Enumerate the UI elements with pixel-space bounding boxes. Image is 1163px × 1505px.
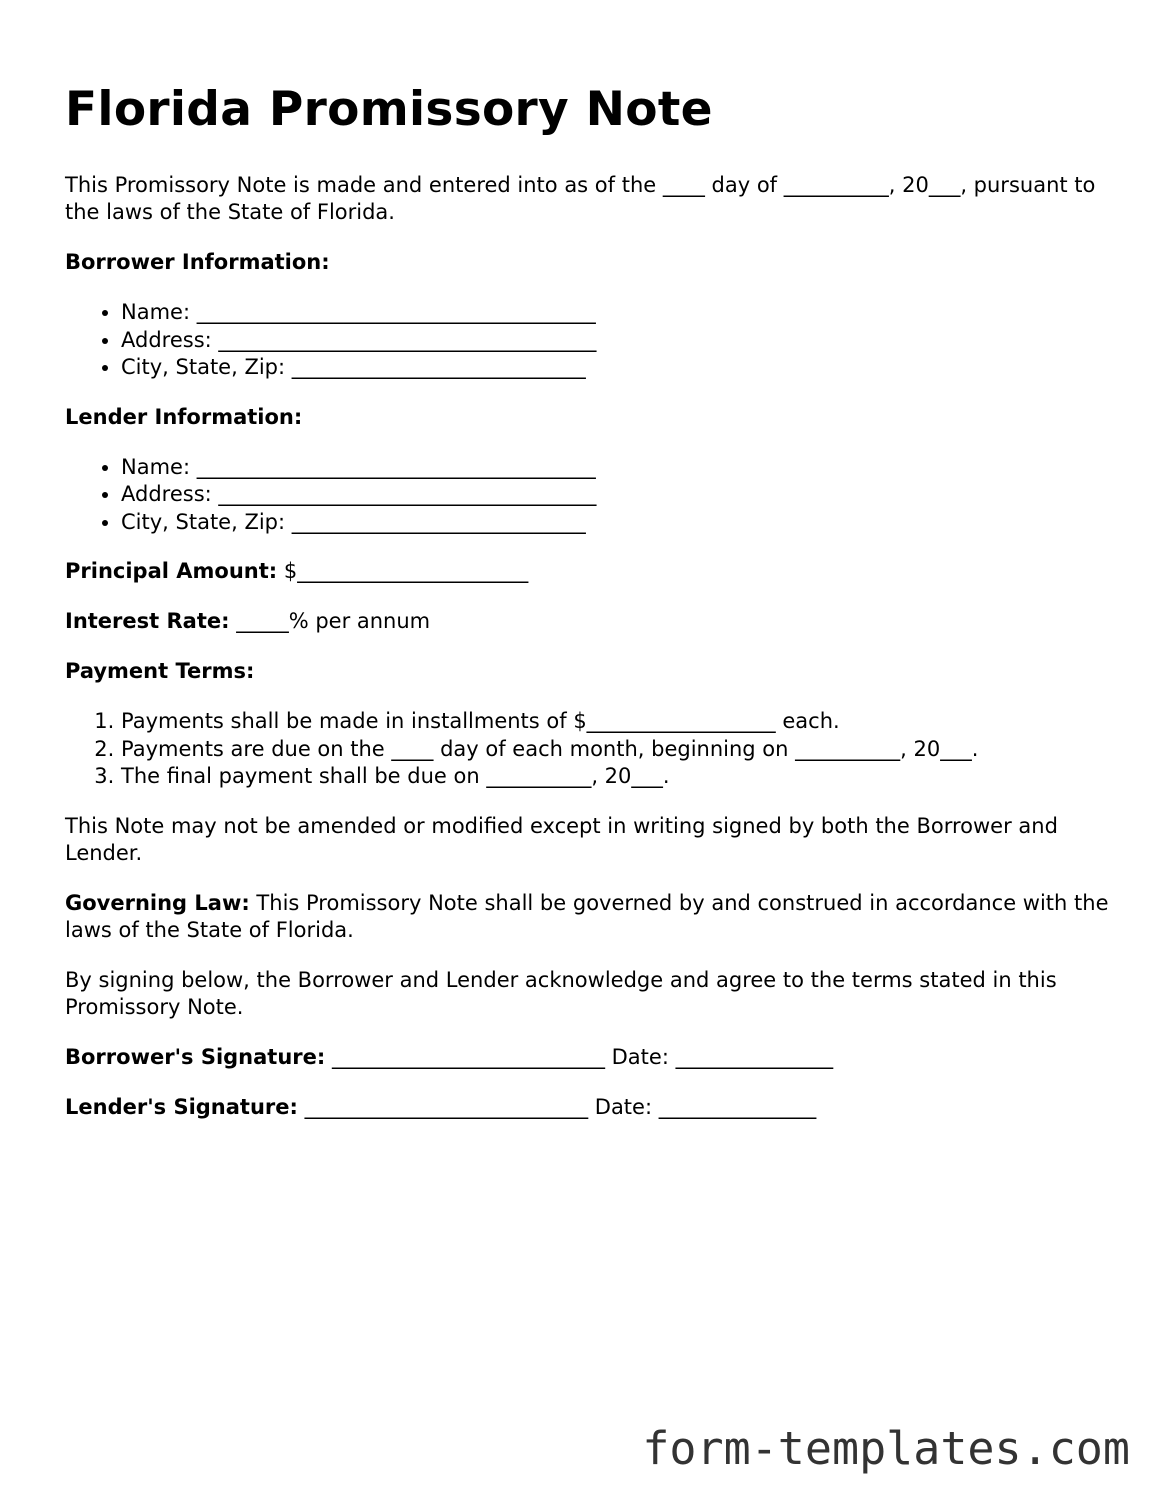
principal-label: Principal Amount:: [65, 559, 278, 583]
lender-signature-label: Lender's Signature:: [65, 1094, 298, 1119]
borrower-signature-label: Borrower's Signature:: [65, 1044, 326, 1069]
lender-name-line: • Name: ______________________________________: [121, 454, 1115, 482]
payment-term-item: 3. The final payment shall be due on __________, 20___.: [121, 763, 1115, 791]
lender-signature-line: [65, 1094, 1115, 1121]
payment-terms-heading: Payment Terms:: [65, 659, 255, 683]
governing-law-paragraph: [65, 890, 1115, 944]
document-title: Florida Promissory Note: [65, 82, 713, 137]
principal-amount: [65, 558, 1115, 585]
intro-paragraph: This Promissory Note is made and entered into as of the ____ day of __________, 20___, pursuant to the laws of the State of Florida.: [65, 173, 1096, 224]
document-page: [65, 82, 1115, 1144]
lender-list: [65, 454, 1115, 537]
lender-signature-blank: ___________________________ Date: _______________: [297, 1094, 817, 1119]
lender-heading: Lender Information:: [65, 404, 303, 429]
interest-rate: [65, 608, 1115, 635]
payment-term-item: 2. Payments are due on the ____ day of each month, beginning on __________, 20___.: [121, 736, 1115, 764]
borrower-name-line: • Name: ______________________________________: [121, 299, 1115, 327]
amendment-paragraph: This Note may not be amended or modified except in writing signed by both the Borrower and Lender.: [65, 813, 1058, 865]
borrower-list: [65, 299, 1115, 382]
governing-law-text: This Promissory Note shall be governed by and construed in accordance with the laws of the State of Florida.: [65, 890, 1109, 942]
borrower-signature-line: [65, 1044, 1115, 1071]
borrower-signature-blank: __________________________ Date: _______________: [325, 1044, 834, 1069]
lender-address-line: • Address: ____________________________________: [121, 481, 1115, 509]
borrower-address-line: • Address: ____________________________________: [121, 327, 1115, 355]
interest-value: _____% per annum: [229, 609, 431, 633]
watermark: form-templates.com: [642, 1422, 1130, 1475]
principal-value: $______________________: [277, 559, 529, 583]
payment-terms-list: [65, 708, 1115, 791]
payment-term-item: 1. Payments shall be made in installments of $__________________ each.: [121, 708, 1115, 736]
interest-label: Interest Rate:: [65, 609, 230, 633]
lender-city-line: • City, State, Zip: ____________________________: [121, 509, 1115, 537]
borrower-city-line: • City, State, Zip: ____________________________: [121, 354, 1115, 382]
borrower-heading: Borrower Information:: [65, 250, 330, 274]
governing-law-label: Governing Law:: [65, 890, 250, 915]
acknowledge-paragraph: By signing below, the Borrower and Lender acknowledge and agree to the terms stated in this Promissory Note.: [65, 967, 1057, 1019]
